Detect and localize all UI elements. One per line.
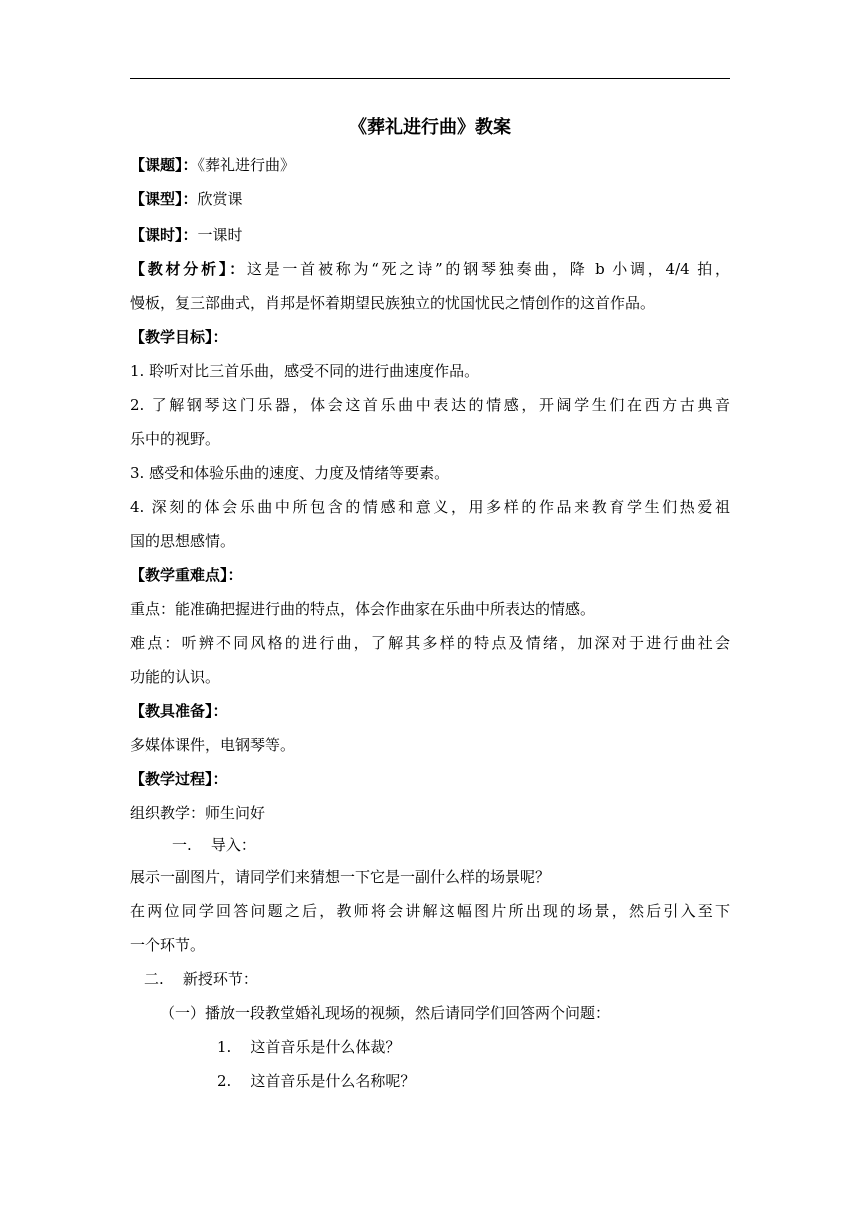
course-hours-value: 一课时 <box>197 226 243 244</box>
material-analysis-label: 【教材分析】： <box>130 260 247 278</box>
course-type-value: 欣赏课 <box>197 190 243 208</box>
question-2: 2. 这首音乐是什么名称呢？ <box>217 1072 416 1090</box>
objective-item-2-line-1: 2. 了解钢琴这门乐器，体会这首乐曲中表达的情感，开阔学生们在西方古典音 <box>130 396 730 414</box>
section-1-paragraph-1: 展示一副图片，请同学们来猜想一下它是一副什么样的场景呢？ <box>130 868 551 886</box>
course-topic-value: 《葬礼进行曲》 <box>197 156 296 174</box>
course-topic-label: 【课题】： <box>130 156 198 174</box>
objectives-heading: 【教学目标】： <box>130 328 228 346</box>
section-1-heading: 一. 导入： <box>172 836 256 854</box>
material-analysis-text-1: 这是一首被称为“死之诗”的钢琴独奏曲，降 b 小调，4/4 拍， <box>246 260 730 278</box>
key-point-text: 重点：能准确把握进行曲的特点，体会作曲家在乐曲中所表达的情感。 <box>130 600 596 618</box>
objective-item-4-line-2: 国的思想感情。 <box>130 532 236 550</box>
page-title: 《葬礼进行曲》教案 <box>349 117 511 138</box>
difficult-point-line-2: 功能的认识。 <box>130 668 221 686</box>
objective-item-1: 1. 聆听对比三首乐曲，感受不同的进行曲速度作品。 <box>130 362 480 380</box>
organize-text: 组织教学：师生问好 <box>130 804 266 822</box>
objective-item-3: 3. 感受和体验乐曲的速度、力度及情绪等要素。 <box>130 464 450 482</box>
course-hours-row <box>130 224 730 246</box>
section-2-heading: 二. 新授环节： <box>144 970 258 988</box>
question-1: 1. 这首音乐是什么体裁？ <box>217 1038 401 1056</box>
course-topic-row <box>130 154 730 176</box>
objective-item-2-line-2: 乐中的视野。 <box>130 430 221 448</box>
tools-text: 多媒体课件，电钢琴等。 <box>130 736 296 754</box>
tools-heading: 【教具准备】： <box>130 702 228 720</box>
section-1-paragraph-2-line-1: 在两位同学回答问题之后，教师将会讲解这幅图片所出现的场景，然后引入至下 <box>130 902 730 920</box>
course-type-row <box>130 188 730 210</box>
section-1-paragraph-2-line-2: 一个环节。 <box>130 936 206 954</box>
header-rule <box>130 78 730 79</box>
key-points-heading: 【教学重难点】： <box>130 566 243 584</box>
material-analysis-row <box>130 258 730 280</box>
objective-item-4-line-1: 4. 深刻的体会乐曲中所包含的情感和意义，用多样的作品来教育学生们热爱祖 <box>130 498 730 516</box>
material-analysis-text-2: 慢板，复三部曲式，肖邦是怀着期望民族独立的忧国忧民之情创作的这首作品。 <box>130 294 656 312</box>
difficult-point-line-1: 难点：听辨不同风格的进行曲，了解其多样的特点及情绪，加深对于进行曲社会 <box>130 634 730 652</box>
subsection-1-text: （一）播放一段教堂婚礼现场的视频，然后请同学们回答两个问题： <box>160 1004 611 1022</box>
process-heading: 【教学过程】： <box>130 770 228 788</box>
course-type-label: 【课型】： <box>130 190 198 208</box>
course-hours-label: 【课时】： <box>130 226 198 244</box>
